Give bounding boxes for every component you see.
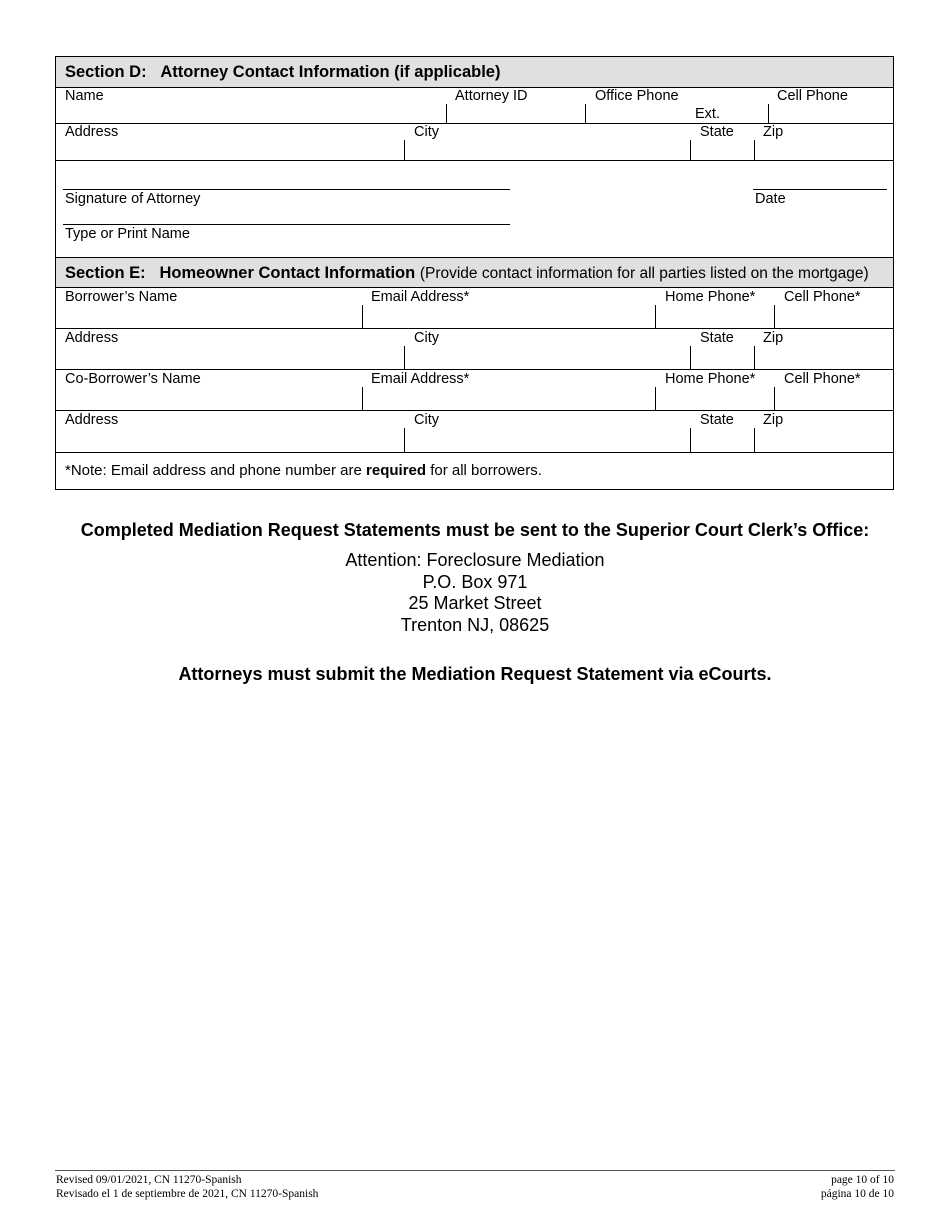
coborrower-zip-field[interactable] xyxy=(755,411,893,452)
borrower-home-phone-label: Home Phone* xyxy=(665,289,756,305)
coborrower-home-phone-label: Home Phone* xyxy=(665,371,756,387)
coborrower-address-label: Address xyxy=(65,412,119,428)
coborrower-zip-label: Zip xyxy=(763,412,784,428)
address-attention: Attention: Foreclosure Mediation xyxy=(345,550,605,570)
borrower-email-field[interactable] xyxy=(363,288,655,328)
coborrower-home-phone-field[interactable] xyxy=(656,370,774,410)
borrower-address-field[interactable] xyxy=(56,329,404,369)
coborrower-address-field[interactable] xyxy=(56,411,404,452)
attorney-id-field[interactable] xyxy=(447,88,585,123)
coborrower-city-field[interactable] xyxy=(405,411,690,452)
coborrower-name-label: Co-Borrower’s Name xyxy=(65,371,201,387)
borrower-name-label: Borrower’s Name xyxy=(65,289,178,305)
borrower-email-label: Email Address* xyxy=(371,289,470,305)
borrower-city-field[interactable] xyxy=(405,329,690,369)
footer-revised-en: Revised 09/01/2021, CN 11270-Spanish xyxy=(56,1174,242,1186)
section-e-header xyxy=(65,263,869,284)
print-name-line xyxy=(63,224,510,225)
mailing-heading: Completed Mediation Request Statements must be sent to the Superior Court Clerk’s Office: xyxy=(80,520,870,540)
required-note xyxy=(65,462,542,479)
address-city: Trenton NJ, 08625 xyxy=(400,615,550,635)
borrower-cell-phone-field[interactable] xyxy=(775,288,893,328)
attorney-state-field[interactable] xyxy=(691,124,754,160)
divider xyxy=(56,160,893,161)
borrower-home-phone-field[interactable] xyxy=(656,288,774,328)
note-text: *Note: Email address and phone number are xyxy=(65,462,367,479)
ext-label: Ext. xyxy=(695,106,720,122)
borrower-zip-label: Zip xyxy=(763,330,784,346)
divider xyxy=(56,452,893,453)
office-phone-label: Office Phone xyxy=(595,88,679,104)
section-d-prefix: Section D: xyxy=(65,63,147,81)
coborrower-cell-phone-field[interactable] xyxy=(775,370,893,410)
coborrower-state-field[interactable] xyxy=(691,411,754,452)
borrower-name-field[interactable] xyxy=(56,288,362,328)
attorney-name-field[interactable] xyxy=(56,88,446,123)
cell-phone-label: Cell Phone xyxy=(777,88,848,104)
coborrower-email-field[interactable] xyxy=(363,370,655,410)
attorney-zip-label: Zip xyxy=(763,124,784,140)
attorney-date-field[interactable] xyxy=(753,162,887,189)
coborrower-name-field[interactable] xyxy=(56,370,362,410)
footer-rule xyxy=(55,1170,895,1171)
signature-label: Signature of Attorney xyxy=(65,191,201,207)
attorney-name-label: Name xyxy=(65,88,104,104)
note-required: required xyxy=(366,462,427,479)
signature-line xyxy=(63,189,510,190)
print-name-label: Type or Print Name xyxy=(65,226,190,242)
section-e-title: Homeowner Contact Information xyxy=(159,264,416,282)
attorney-zip-field[interactable] xyxy=(755,124,893,160)
coborrower-cell-phone-label: Cell Phone* xyxy=(784,371,861,387)
attorney-address-label: Address xyxy=(65,124,119,140)
borrower-cell-phone-label: Cell Phone* xyxy=(784,289,861,305)
borrower-state-field[interactable] xyxy=(691,329,754,369)
footer-page-en: page 10 of 10 xyxy=(831,1174,894,1186)
coborrower-city-label: City xyxy=(414,412,439,428)
borrower-zip-field[interactable] xyxy=(755,329,893,369)
section-d-header xyxy=(65,62,500,82)
attorney-city-field[interactable] xyxy=(405,124,690,160)
date-line xyxy=(753,189,887,190)
section-e-prefix: Section E: xyxy=(65,264,146,282)
ecourts-notice: Attorneys must submit the Mediation Request Statement via eCourts. xyxy=(178,664,772,684)
attorney-id-label: Attorney ID xyxy=(455,88,528,104)
attorney-state-label: State xyxy=(700,124,734,140)
footer-page-es: página 10 de 10 xyxy=(820,1188,894,1200)
section-d-title: Attorney Contact Information (if applicable) xyxy=(160,63,501,81)
attorney-cell-phone-field[interactable] xyxy=(769,88,893,123)
address-po-box: P.O. Box 971 xyxy=(422,572,528,592)
coborrower-email-label: Email Address* xyxy=(371,371,470,387)
attorney-address-field[interactable] xyxy=(56,124,404,160)
office-phone-field[interactable] xyxy=(586,88,768,123)
attorney-print-name-field[interactable] xyxy=(63,208,510,224)
borrower-city-label: City xyxy=(414,330,439,346)
coborrower-state-label: State xyxy=(700,412,734,428)
note-text-end: for all borrowers. xyxy=(426,462,542,479)
borrower-address-label: Address xyxy=(65,330,119,346)
attorney-city-label: City xyxy=(414,124,439,140)
footer-revised-es: Revisado el 1 de septiembre de 2021, CN 11270-Spanish xyxy=(56,1188,319,1200)
attorney-signature-field[interactable] xyxy=(63,162,510,189)
section-e-subtitle: (Provide contact information for all parties listed on the mortgage) xyxy=(419,265,869,282)
date-label: Date xyxy=(755,191,786,207)
borrower-state-label: State xyxy=(700,330,734,346)
address-street: 25 Market Street xyxy=(408,593,542,613)
